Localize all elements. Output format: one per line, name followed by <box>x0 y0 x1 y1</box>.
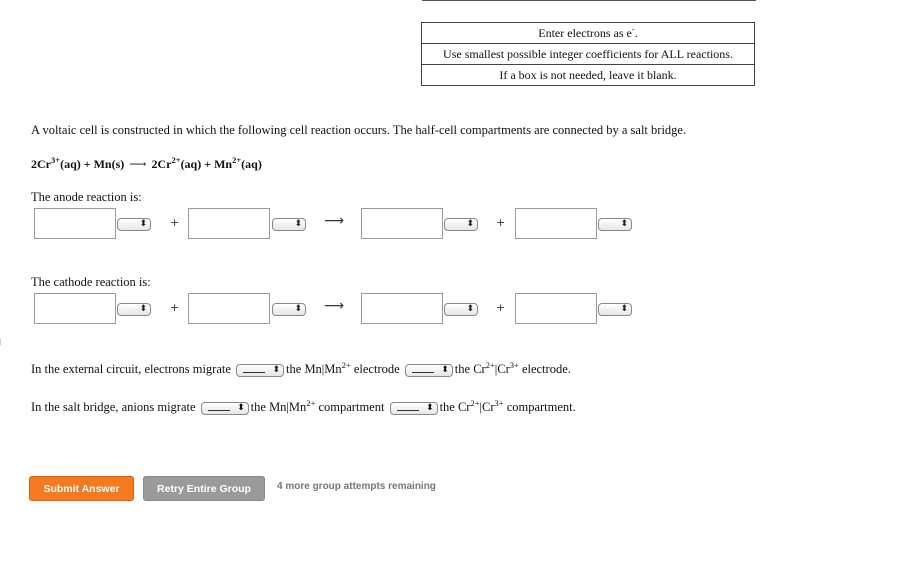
retry-entire-group-button[interactable]: Retry Entire Group <box>143 476 265 501</box>
anode-plus-2: + <box>496 216 506 229</box>
cathode-reactant2-select[interactable] <box>272 303 306 316</box>
chevron-updown-icon: ⬍ <box>466 304 474 314</box>
chevron-updown-icon: ⬍ <box>466 219 474 229</box>
instruction-electrons: Enter electrons as e-. <box>422 23 755 44</box>
cathode-product1-select[interactable] <box>444 303 478 316</box>
cathode-product2-input[interactable] <box>515 293 597 324</box>
anode-arrow-icon: ⟶ <box>324 213 345 229</box>
chevron-updown-icon: ⬍ <box>237 402 245 413</box>
attempts-remaining-text: 4 more group attempts remaining <box>277 481 436 492</box>
cathode-plus-1: + <box>170 301 180 314</box>
anode-reactant2-input[interactable] <box>188 208 270 239</box>
instruction-coefficients: Use smallest possible integer coefficients for ALL reactions. <box>422 44 755 65</box>
chevron-updown-icon: ⬍ <box>620 304 628 314</box>
cathode-arrow-icon: ⟶ <box>324 298 345 314</box>
circuit-direction-select-2[interactable] <box>405 364 453 377</box>
submit-answer-button[interactable]: Submit Answer <box>29 476 134 501</box>
anode-product2-select[interactable] <box>598 218 632 231</box>
instructions-table <box>421 22 755 86</box>
cut-off-header-line <box>422 0 756 3</box>
cathode-reactant1-input[interactable] <box>34 293 116 324</box>
circuit-direction-select-1[interactable] <box>236 364 284 377</box>
anode-plus-1: + <box>170 216 180 229</box>
cathode-reactant2-input[interactable] <box>188 293 270 324</box>
chevron-updown-icon: ⬍ <box>139 219 147 229</box>
chevron-updown-icon: ⬍ <box>441 364 449 375</box>
cathode-plus-2: + <box>496 301 506 314</box>
chevron-updown-icon: ⬍ <box>272 364 281 375</box>
instruction-blank-boxes: If a box is not needed, leave it blank. <box>422 65 755 86</box>
anode-product2-input[interactable] <box>515 208 597 239</box>
left-edge-marker <box>0 339 4 345</box>
salt-bridge-direction-select-2[interactable] <box>390 402 438 415</box>
cell-reaction: $2Cr^{3+}(aq) + Mn(s)$ ⟶ $2Cr^{2+}(aq) + Mn^{2+}(aq)$ <box>31 155 262 171</box>
anode-label: The anode reaction is: <box>31 190 142 204</box>
anode-product1-input[interactable] <box>361 208 443 239</box>
chevron-updown-icon: ⬍ <box>139 304 147 314</box>
cathode-reactant1-select[interactable] <box>117 303 151 316</box>
chevron-updown-icon: ⬍ <box>620 219 628 229</box>
reaction-arrow-icon: ⟶ <box>129 157 147 171</box>
anode-reactant1-input[interactable] <box>34 208 116 239</box>
anode-reactant2-select[interactable] <box>272 218 306 231</box>
cathode-label: The cathode reaction is: <box>31 275 151 289</box>
anode-reactant1-select[interactable] <box>117 218 151 231</box>
salt-bridge-sentence: In the salt bridge, anions migrate ⬍ the $Mn|Mn^{2+}$ compartment ⬍ the $Cr^{2+}|Cr^{3+}$ compartment. <box>31 397 576 414</box>
problem-statement: A voltaic cell is constructed in which the following cell reaction occurs. The half-cell compartments are connected by a salt bridge. <box>31 123 687 137</box>
cathode-product1-input[interactable] <box>361 293 443 324</box>
chevron-updown-icon: ⬍ <box>426 402 434 413</box>
cathode-product2-select[interactable] <box>598 303 632 316</box>
external-circuit-sentence: In the external circuit, electrons migrate ⬍ the $Mn|Mn^{2+}$ electrode ⬍ the $Cr^{2+}|Cr^{3+}$ electrode. <box>31 359 571 376</box>
chevron-updown-icon: ⬍ <box>294 219 302 229</box>
anode-product1-select[interactable] <box>444 218 478 231</box>
chevron-updown-icon: ⬍ <box>294 304 302 314</box>
salt-bridge-direction-select-1[interactable] <box>201 402 249 415</box>
